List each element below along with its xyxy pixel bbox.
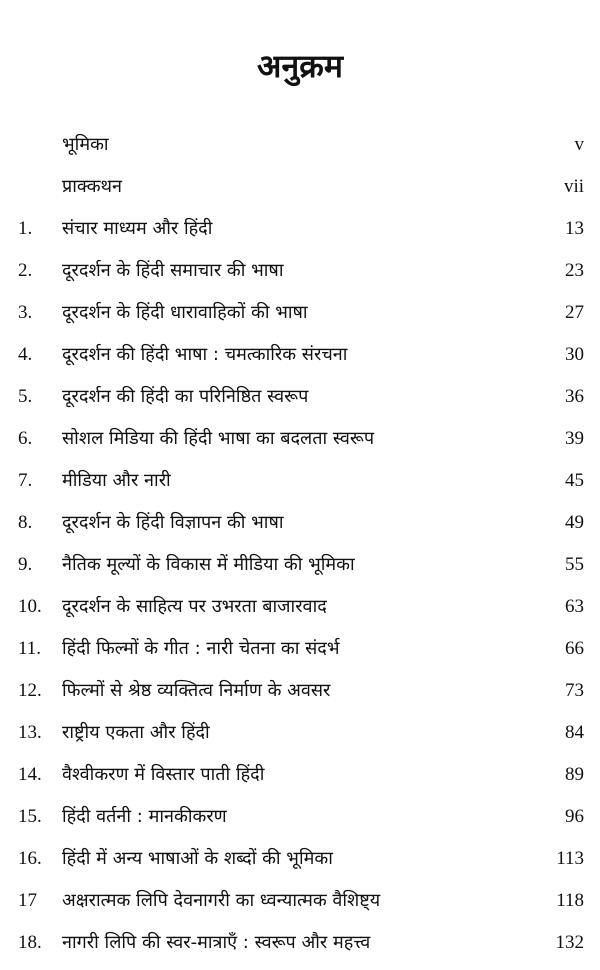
entry-number: 3.	[18, 302, 33, 323]
entry-page: 118	[556, 890, 584, 911]
toc-entry	[0, 718, 600, 760]
entry-number: 7.	[18, 470, 33, 491]
entry-page: 36	[565, 386, 584, 407]
toc-entry	[0, 130, 600, 172]
entry-number: 4.	[18, 344, 33, 365]
toc-entry	[0, 928, 600, 970]
entry-number: 1.	[18, 218, 33, 239]
toc-entry	[0, 256, 600, 298]
entry-page: 49	[565, 512, 584, 533]
toc-entry	[0, 214, 600, 256]
page-title: अनुक्रम	[257, 47, 343, 85]
entry-number: 15.	[18, 806, 42, 827]
entry-page: 66	[565, 638, 584, 659]
toc-entry	[0, 802, 600, 844]
toc-entry	[0, 634, 600, 676]
toc-entry	[0, 382, 600, 424]
entry-title: भूमिका	[62, 134, 109, 155]
toc-entry	[0, 676, 600, 718]
entry-page: 96	[565, 806, 584, 827]
entry-page: 45	[565, 470, 584, 491]
entry-number: 6.	[18, 428, 33, 449]
entry-title: हिंदी वर्तनी : मानकीकरण	[62, 806, 227, 827]
entry-page: 39	[565, 428, 584, 449]
entry-page: 113	[556, 848, 584, 869]
entry-number: 8.	[18, 512, 33, 533]
entry-number: 10.	[18, 596, 42, 617]
table-of-contents	[0, 130, 600, 970]
entry-page: 55	[565, 554, 584, 575]
entry-title: दूरदर्शन की हिंदी का परिनिष्ठित स्वरूप	[62, 386, 309, 407]
entry-number: 11.	[18, 638, 42, 659]
entry-title: नागरी लिपि की स्वर-मात्राएँ : स्वरूप और महत्त्व	[62, 932, 371, 953]
entry-title: दूरदर्शन के हिंदी धारावाहिकों की भाषा	[62, 302, 308, 323]
entry-number: 17	[18, 890, 37, 911]
entry-page: 89	[565, 764, 584, 785]
entry-page: 132	[555, 932, 584, 953]
toc-entry	[0, 298, 600, 340]
entry-number: 13.	[18, 722, 42, 743]
toc-entry	[0, 760, 600, 802]
entry-page: v	[574, 134, 584, 155]
entry-page: 84	[565, 722, 584, 743]
entry-page: 13	[565, 218, 584, 239]
entry-title: हिंदी में अन्य भाषाओं के शब्दों की भूमिका	[62, 848, 333, 869]
toc-entry	[0, 508, 600, 550]
entry-page: 73	[565, 680, 584, 701]
entry-page: 30	[565, 344, 584, 365]
toc-entry	[0, 466, 600, 508]
entry-number: 9.	[18, 554, 33, 575]
toc-entry	[0, 886, 600, 928]
entry-title: फिल्मों से श्रेष्ठ व्यक्तित्व निर्माण के अवसर	[62, 680, 331, 701]
entry-title: नैतिक मूल्यों के विकास में मीडिया की भूमिका	[62, 554, 355, 575]
toc-entry	[0, 172, 600, 214]
toc-entry	[0, 592, 600, 634]
entry-title: दूरदर्शन के हिंदी विज्ञापन की भाषा	[62, 512, 284, 533]
entry-title: हिंदी फिल्मों के गीत : नारी चेतना का संदर्भ	[62, 638, 340, 659]
entry-number: 5.	[18, 386, 33, 407]
entry-title: वैश्वीकरण में विस्तार पाती हिंदी	[62, 764, 265, 785]
entry-page: vii	[563, 176, 584, 197]
entry-number: 14.	[18, 764, 42, 785]
entry-title: दूरदर्शन के साहित्य पर उभरता बाजारवाद	[62, 596, 327, 617]
toc-entry	[0, 424, 600, 466]
toc-entry	[0, 340, 600, 382]
entry-title: सोशल मिडिया की हिंदी भाषा का बदलता स्वरूप	[62, 428, 375, 449]
entry-page: 63	[565, 596, 584, 617]
entry-number: 12.	[18, 680, 42, 701]
entry-page: 23	[565, 260, 584, 281]
entry-title: संचार माध्यम और हिंदी	[62, 218, 213, 239]
toc-entry	[0, 550, 600, 592]
entry-title: दूरदर्शन की हिंदी भाषा : चमत्कारिक संरचना	[62, 344, 348, 365]
entry-title: अक्षरात्मक लिपि देवनागरी का ध्वन्यात्मक वैशिष्ट्य	[62, 890, 381, 911]
entry-title: दूरदर्शन के हिंदी समाचार की भाषा	[62, 260, 284, 281]
entry-page: 27	[565, 302, 584, 323]
entry-number: 18.	[18, 932, 42, 953]
entry-number: 2.	[18, 260, 33, 281]
entry-title: राष्ट्रीय एकता और हिंदी	[62, 722, 210, 743]
entry-title: मीडिया और नारी	[62, 470, 171, 491]
entry-number: 16.	[18, 848, 42, 869]
toc-entry	[0, 844, 600, 886]
entry-title: प्राक्कथन	[62, 176, 123, 197]
